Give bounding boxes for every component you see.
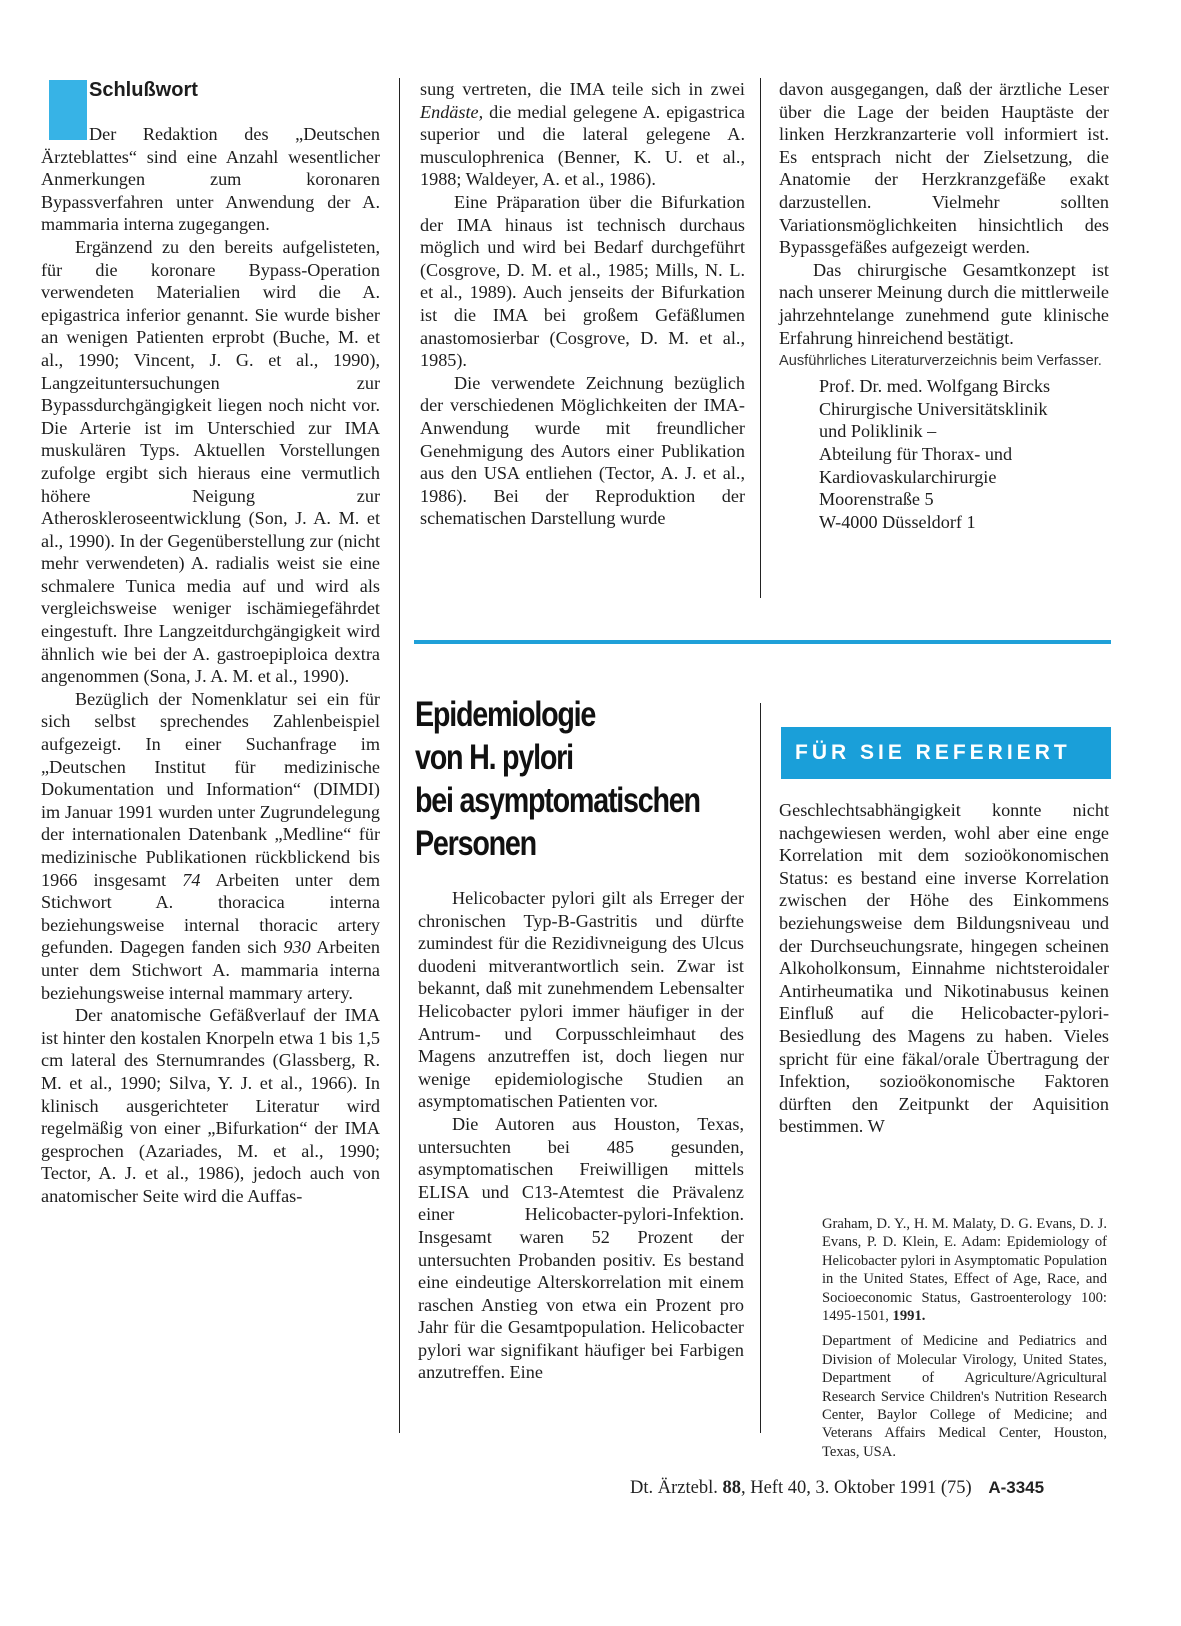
- paragraph: davon ausgegangen, daß der ärztliche Leser über die Lage der beiden Hauptäste der linken Herzkranzarterie voll informiert ist. Es entsprach nicht der Zielsetzung, die Anatomie der Herzkranzgefäße exakt darzustellen. Vielmehr sollten Variationsmöglichkeiten hinsichtlich des Bypassgefäßes aufgezeigt werden.: [779, 79, 1109, 258]
- paragraph: Ergänzend zu den bereits aufgelisteten, für die koronare Bypass-Operation verwendeten Materialien wird die A. epigastrica inferior genannt. Sie wurde bisher an wenigen Patienten erprobt (Buche, M. et al., 1990; Vincent, J. G. et al., 1990), Langzeituntersuchungen zur Bypassdurchgängigkeit liegen noch nicht vor. Die Arterie ist im Unterschied zur IMA muskulären Typs. Aktuellen Vorstellungen zufolge ergibt sich hieraus eine vermutlich höhere Neigung zur Atheroskleroseentwicklung (Son, J. A. M. et al., 1990). In der Gegenüberstellung zur (nicht mehr verwendeten) A. radialis weist sie eine schmalere Tunica media auf und wird als vergleichsweise weniger ischämiegefährdet eingestuft. Ihre Langzeitdurchgängigkeit wird ähnlich wie bei der A. gastroepiploica dextra angenommen (Sona, J. A. M. et al., 1990).: [41, 236, 380, 687]
- section-banner: FÜR SIE REFERIERT: [781, 727, 1111, 779]
- paragraph: Das chirurgische Gesamtkonzept ist nach unserer Meinung durch die mittlerweile jahrzehntelange zunehmend gute klinische Erfahrung hinreichend bestätigt.: [779, 259, 1109, 348]
- journal-volume: 88: [722, 1478, 741, 1498]
- paragraph: Eine Präparation über die Bifurkation der IMA hinaus ist technisch durchaus möglich und wird bei Bedarf durchgeführt (Cosgrove, D. M. et al., 1985; Mills, N. L. et al., 1989). Auch jenseits der Bifurkation ist die IMA bei großem Gefäßlumen anastomosierbar (Cosgrove, D. M. et al., 1985).: [420, 191, 745, 371]
- paragraph: Die verwendete Zeichnung bezüglich der verschiedenen Möglichkeiten der IMA-Anwendung wurde mit freundlicher Genehmigung des Autors einer Publikation aus den USA entliehen (Tector, A. J. et al., 1986). Bei der Reproduktion der schematischen Darstellung wurde: [420, 372, 745, 529]
- section-divider: [414, 640, 1111, 644]
- column-2: [420, 78, 745, 530]
- article-body-column: [779, 799, 1109, 1138]
- paragraph: Bezüglich der Nomenklatur sei ein für sich selbst sprechendes Zahlenbeispiel aufgezeigt. In einer Suchanfrage im „Deutschen Institut für medizinische Dokumentation und Information“ (DIMDI) im Januar 1991 wurden unter Zugrundelegung der internationalen Datenbank „Medline“ für medizinische Publikationen rückblickend bis 1966 insgesamt 74 Arbeiten unter dem Stichwort A. thoracica interna beziehungsweise internal thoracic artery gefunden. Dagegen fanden sich 930 Arbeiten unter dem Stichwort A. mammaria interna beziehungsweise internal mammary artery.: [41, 688, 381, 1003]
- column-1: [41, 123, 380, 1208]
- reference-note: Ausführliches Literaturverzeichnis beim Verfasser.: [779, 353, 1102, 370]
- paragraph: Der anatomische Gefäßverlauf der IMA ist hinter den kostalen Knorpeln etwa 1 bis 1,5 cm lateral des Sternumrandes (Glassberg, R. M. et al., 1990; Silva, Y. J. et al., 1966). In klinisch ausgerichteter Literatur wird regelmäßig von einer „Bifurkation“ der IMA gesprochen (Azariades, M. et al., 1990; Tector, A. J. et al., 1986), jedoch auch von anatomischer Seite wird die Auffas-: [41, 1005, 380, 1206]
- journal-name: Dt. Ärztebl.: [630, 1478, 718, 1498]
- page-number: A-3345: [988, 1478, 1045, 1497]
- column-divider: [399, 78, 400, 1433]
- column-3: [779, 78, 1109, 533]
- article-title: Epidemiologie von H. pylori bei asymptomatischen Personen: [415, 695, 700, 863]
- paragraph: Helicobacter pylori gilt als Erreger der chronischen Typ-B-Gastritis und dürfte zumindest für die Rezidivneigung des Ulcus duodeni mitverantwortlich sein. Zwar ist bekannt, daß mit zunehmendem Lebensalter Helicobacter pylori immer häufiger in der Antrum- und Corpusschleimhaut des Magens anzutreffen ist, doch liegen nur wenige epidemiologische Studien an asymptomatischen Patienten vor.: [418, 888, 744, 1112]
- journal-issue: , Heft 40, 3. Oktober 1991 (75): [740, 1478, 972, 1498]
- paragraph: Die Autoren aus Houston, Texas, untersuchten bei 485 gesunden, asymptomatischen Freiwilligen mittels ELISA und C13-Atemtest die Prävalenz einer Helicobacter-pylori-Infektion. Insgesamt waren 52 Prozent der untersuchten Probanden positiv. Es bestand eine eindeutige Alterskorrelation mit einem raschen Anstieg von etwa ein Prozent pro Jahr für die Gesamtpopulation. Helicobacter pylori war signifikant häufiger bei Farbigen anzutreffen. Eine: [418, 1113, 744, 1383]
- section-heading: Schlußwort: [89, 79, 198, 101]
- page-footer: [630, 1478, 1044, 1499]
- column-divider: [760, 703, 761, 1433]
- reference-citation: Graham, D. Y., H. M. Malaty, D. G. Evans, D. J. Evans, P. D. Klein, E. Adam: Epidemiology of Helicobacter pylori in Asymptomatic Population in the United States, Effect of Age, Race, and Socioeconomic Status, Gastroenterology 100: 1495-1501, 1991.: [822, 1216, 1107, 1325]
- reference-affiliation: Department of Medicine and Pediatrics and Division of Molecular Virology, United States, Department of Agriculture/Agricultural Research Service Children's Nutrition Research Center, Baylor College of Medicine; and Veterans Affairs Medical Center, Houston, Texas, USA.: [822, 1333, 1107, 1460]
- article-body-column: [418, 887, 744, 1384]
- paragraph: Geschlechtsabhängigkeit konnte nicht nachgewiesen werden, wohl aber eine enge Korrelation mit dem sozioökonomischen Status: es bestand eine inverse Korrelation zwischen der Höhe des Einkommens beziehungsweise dem Bildungsniveau und der Durchseuchungsrate, hingegen scheinen Alkoholkonsum, Einnahme nichtsteroidaler Antirheumatika und Nikotinabusus keinen Einfluß auf die Helicobacter-pylori-Besiedlung des Magens zu haben. Vieles spricht für eine fäkal/orale Übertragung der Infektion, sozioökonomische Faktoren dürften den Zeitpunkt der Aquisition bestimmen. W: [779, 800, 1109, 1137]
- paragraph: Der Redaktion des „Deutschen Ärzteblattes“ sind eine Anzahl wesentlicher Anmerkungen zum koronaren Bypassverfahren unter Anwendung der A. mammaria interna zugegangen.: [41, 124, 380, 235]
- column-divider: [760, 78, 761, 598]
- author-address: Prof. Dr. med. Wolfgang Bircks Chirurgische Universitätsklinik und Poliklinik – Abteilung für Thorax- und Kardiovaskularchirurgie Moorenstraße 5 W-4000 Düsseldorf 1: [819, 376, 1051, 532]
- references: [822, 1215, 1107, 1461]
- paragraph: sung vertreten, die IMA teile sich in zwei Endäste, die medial gelegene A. epigastrica superior und die lateral gelegene A. musculophrenica (Benner, K. U. et al., 1988; Waldeyer, A. et al., 1986).: [420, 79, 745, 190]
